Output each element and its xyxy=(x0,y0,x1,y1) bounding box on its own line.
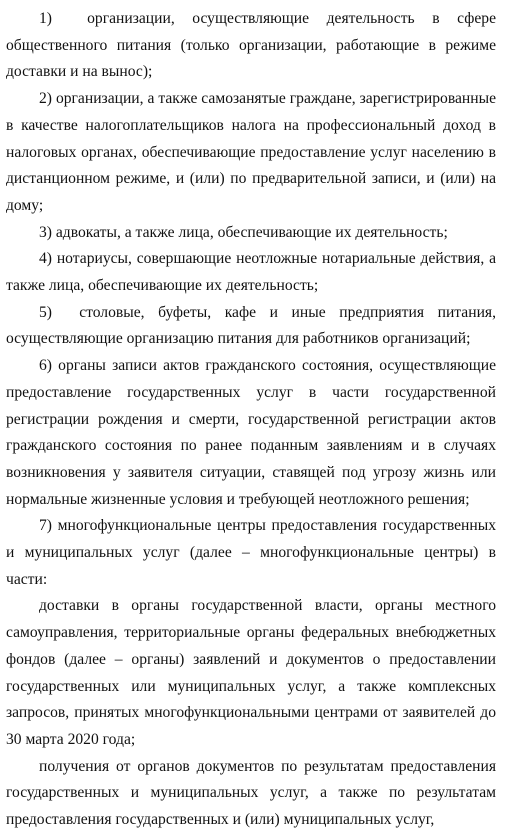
paragraph-7-delivery: доставки в органы государственной власти, органы местного самоуправления, территориальные органы федеральных внебюджетных фондов (далее – органы) заявлений и документов о предоставлении государственных или муниципальных услуг, а также комплексных запросов, принятых многофункциональными центрами от заявителей до 30 марта 2020 года; xyxy=(6,597,496,748)
paragraph-3: 3) адвокаты, а также лица, обеспечивающие их деятельность; xyxy=(39,223,448,241)
paragraph-7: 7) многофункциональные центры предоставления государственных и муниципальных услуг (далее – многофункциональные центры) в части: xyxy=(6,517,496,588)
document-body xyxy=(6,0,496,834)
paragraph-6: 6) органы записи актов гражданского состояния, осуществляющие предоставление государственных услуг в части государственной регистрации рождения и смерти, государственной регистрации актов гражданского состояния по ранее поданным заявлениям и в случаях возникновения у заявителя ситуации, ставящей под угрозу жизнь или нормальные жизненные условия и требующей неотложного решения; xyxy=(6,357,496,508)
paragraph-2: 2) организации, а также самозанятые граждане, зарегистрированные в качестве налогоплательщиков налога на профессиональный доход в налоговых органах, обеспечивающие предоставление услуг населению в дистанционном режиме, и (или) по предварительной записи, и (или) на дому; xyxy=(6,90,496,214)
paragraph-1: 1) организации, осуществляющие деятельность в сфере общественного питания (только организации, работающие в режиме доставки и на вынос); xyxy=(6,10,496,81)
paragraph-4: 4) нотариусы, совершающие неотложные нотариальные действия, а также лица, обеспечивающие их деятельность; xyxy=(6,250,496,295)
paragraph-7-receipt: получения от органов документов по результатам предоставления государственных и муниципальных услуг, а также по результатам предоставления государственных и (или) муниципальных услуг, xyxy=(6,757,496,829)
paragraph-5: 5) столовые, буфеты, кафе и иные предприятия питания, осуществляющие организацию питания для работников организаций; xyxy=(6,303,496,348)
